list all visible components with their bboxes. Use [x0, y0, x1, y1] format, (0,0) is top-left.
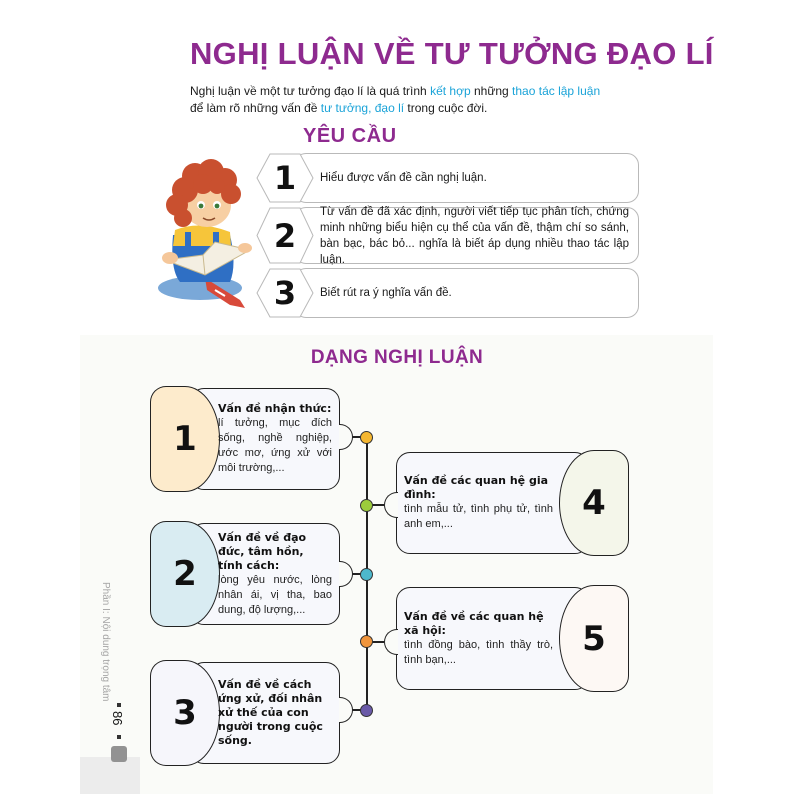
- card-content: [218, 523, 332, 625]
- card-heading: Vấn đề nhận thức:: [218, 402, 332, 415]
- separator-dot: [117, 735, 121, 739]
- intro-text: để làm rõ những vấn đề: [190, 101, 321, 115]
- card-number-tab: 4: [559, 450, 629, 556]
- card-heading: Vấn đề về cách ứng xử, đối nhân xử thế của con người trong cuộc sống.: [218, 678, 323, 747]
- intro-text: những: [470, 84, 513, 98]
- card-content: [218, 388, 332, 490]
- intro-highlight: tư tưởng, đạo lí: [320, 101, 405, 115]
- boy-reading-illustration: [145, 150, 260, 310]
- page-title: NGHỊ LUẬN VỀ TƯ TƯỞNG ĐẠO LÍ: [190, 36, 714, 71]
- types-title: DẠNG NGHỊ LUẬN: [310, 347, 484, 368]
- intro-highlight: kết hợp: [430, 84, 471, 98]
- intro-text: Nghị luận về một tư tưởng đạo lí là quá trình: [190, 84, 431, 98]
- requirement-item: [256, 268, 639, 318]
- intro-paragraph: [190, 83, 630, 117]
- requirement-item: [256, 153, 639, 203]
- timeline-dot: [360, 635, 373, 648]
- type-card-5: [396, 587, 629, 690]
- card-description: tình đồng bào, tình thầy trò, tình bạn,...: [404, 638, 553, 666]
- card-heading: Vấn đề về các quan hệ xã hội:: [404, 609, 544, 637]
- card-heading: Vấn đề các quan hệ gia đình:: [404, 474, 549, 501]
- requirement-text: Biết rút ra ý nghĩa vấn đề.: [320, 287, 452, 299]
- timeline-dot: [360, 499, 373, 512]
- card-description: lòng yêu nước, lòng nhân ái, vị tha, bao dung, độ lượng,...: [218, 573, 332, 616]
- requirement-text: Từ vấn đề đã xác định, người viết tiếp tục phân tích, chứng minh những biểu hiện cụ thể của vấn đề, thậm chí so sánh, bàn bạc, bác bỏ... nghĩa là biết áp dụng nhiều thao tác lập luận.: [320, 205, 629, 266]
- panel-footer-strip: [80, 757, 140, 794]
- intro-highlight: thao tác lập luận: [512, 84, 601, 98]
- card-description: tình mẫu tử, tình phụ tử, tình anh em,...: [404, 503, 553, 530]
- card-number-tab: 1: [150, 386, 220, 492]
- type-card-1: [150, 388, 340, 490]
- page-marker: [111, 746, 127, 762]
- card-heading: Vấn đề về đạo đức, tâm hồn, tính cách:: [218, 530, 307, 572]
- section-label: Phần I: Nội dung trọng tâm: [100, 582, 111, 702]
- requirements-title: YÊU CẦU: [303, 125, 397, 147]
- type-card-4: [396, 452, 629, 554]
- card-number-tab: 2: [150, 521, 220, 627]
- requirement-item: [256, 207, 639, 264]
- requirement-number: 2: [273, 216, 297, 255]
- requirement-number: 3: [273, 274, 297, 312]
- card-number-tab: 5: [559, 585, 629, 692]
- requirement-number: 1: [273, 159, 297, 197]
- intro-text: trong cuộc đời.: [404, 101, 488, 115]
- requirement-text: Hiểu được vấn đề cần nghị luận.: [320, 172, 487, 184]
- type-card-3: [150, 662, 340, 764]
- card-number-tab: 3: [150, 660, 220, 766]
- timeline-dot: [360, 431, 373, 444]
- timeline-dot: [360, 568, 373, 581]
- card-content: [404, 587, 553, 690]
- card-content: [218, 662, 332, 764]
- card-content: [404, 452, 553, 554]
- card-description: lí tưởng, mục đích sống, nghề nghiệp, ước mơ, ứng xử với môi trường,...: [218, 417, 332, 474]
- separator-dot: [117, 703, 121, 707]
- timeline-dot: [360, 704, 373, 717]
- type-card-2: [150, 523, 340, 625]
- page-number: 86: [110, 711, 125, 726]
